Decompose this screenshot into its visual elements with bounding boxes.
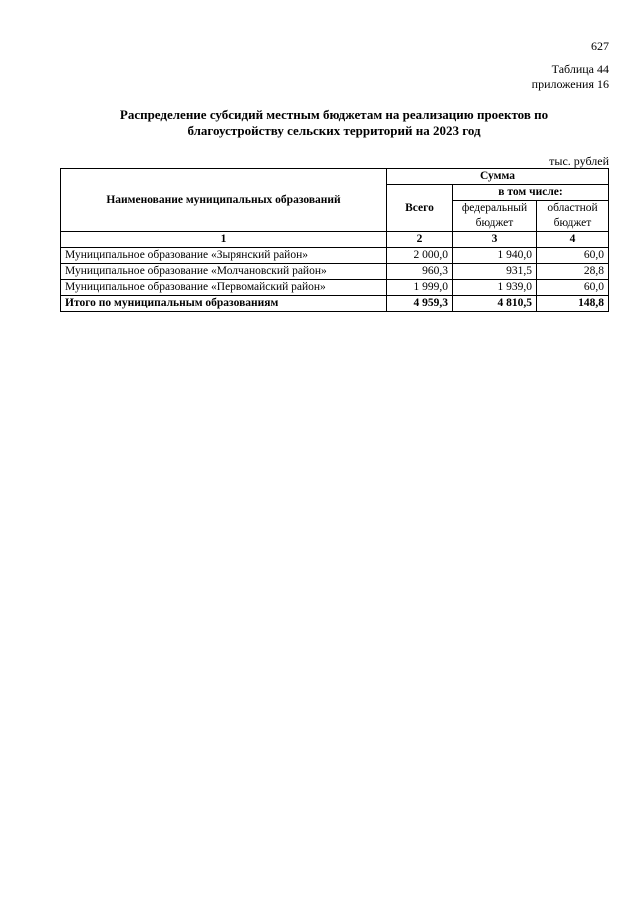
row-name: Муниципальное образование «Зырянский район» (61, 248, 387, 264)
header-federal: федеральный бюджет (453, 201, 537, 232)
row-federal: 931,5 (453, 264, 537, 280)
page-number: 627 (591, 39, 609, 53)
row-regional: 60,0 (537, 280, 609, 296)
title-line-1: Распределение субсидий местным бюджетам на реализацию проектов по (119, 107, 549, 122)
total-federal: 4 810,5 (453, 296, 537, 312)
total-total: 4 959,3 (387, 296, 453, 312)
row-total: 960,3 (387, 264, 453, 280)
column-number: 3 (453, 232, 537, 248)
row-federal: 1 940,0 (453, 248, 537, 264)
header-row-1 (61, 169, 609, 185)
header-name-column: Наименование муниципальных образований (61, 169, 387, 232)
row-federal: 1 939,0 (453, 280, 537, 296)
column-numbers-row (61, 232, 609, 248)
subsidies-table (60, 168, 609, 312)
row-total: 1 999,0 (387, 280, 453, 296)
document-title (60, 107, 608, 139)
row-regional: 60,0 (537, 248, 609, 264)
column-number: 1 (61, 232, 387, 248)
total-name: Итого по муниципальным образованиям (61, 296, 387, 312)
row-name: Муниципальное образование «Первомайский район» (61, 280, 387, 296)
units-label: тыс. рублей (549, 154, 609, 168)
row-name: Муниципальное образование «Молчановский район» (61, 264, 387, 280)
appendix-number: приложения 16 (531, 77, 609, 91)
table-number: Таблица 44 (551, 62, 609, 76)
row-regional: 28,8 (537, 264, 609, 280)
row-total: 2 000,0 (387, 248, 453, 264)
header-sum: Сумма (387, 169, 609, 185)
header-total: Всего (387, 185, 453, 232)
column-number: 4 (537, 232, 609, 248)
total-regional: 148,8 (537, 296, 609, 312)
header-regional: областной бюджет (537, 201, 609, 232)
table-row (61, 248, 609, 264)
total-row (61, 296, 609, 312)
table-row (61, 280, 609, 296)
title-line-2: благоустройству сельских территорий на 2023 год (187, 123, 481, 138)
header-including: в том числе: (453, 185, 609, 201)
column-number: 2 (387, 232, 453, 248)
table-row (61, 264, 609, 280)
table-caption (532, 62, 609, 92)
